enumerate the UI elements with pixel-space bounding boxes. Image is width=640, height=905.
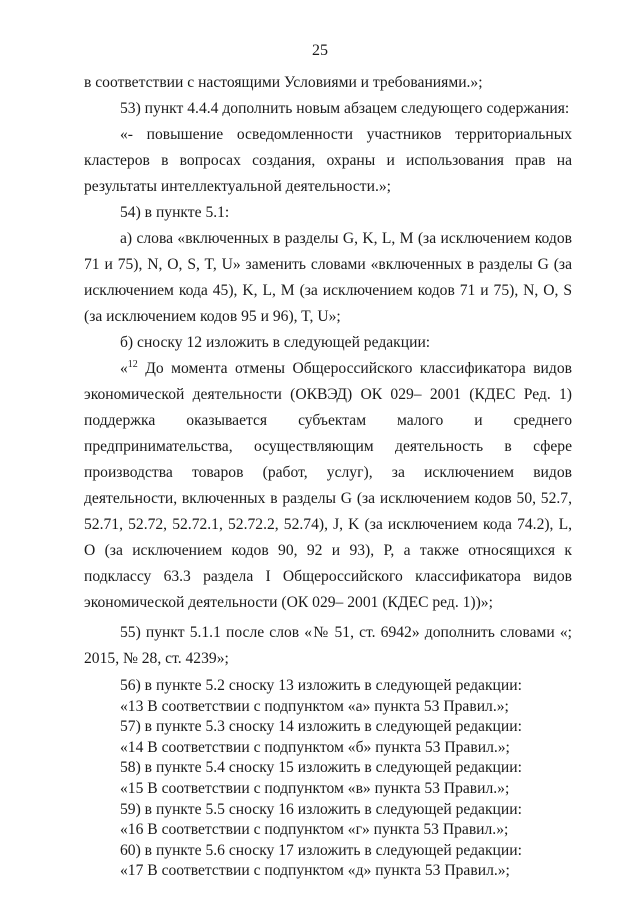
paragraph-item-58: 58) в пункте 5.4 сноску 15 изложить в следующей редакции: — [120, 759, 522, 777]
paragraph-footnote-13: «13 В соответствии с подпунктом «а» пункта 53 Правил.»; — [120, 697, 509, 715]
paragraph-continuation: в соответствии с настоящими Условиями и требованиями.»; — [84, 74, 483, 91]
paragraph-footnote-17: «17 В соответствии с подпунктом «д» пункта 53 Правил.»; — [120, 862, 510, 880]
paragraph-footnote-14: «14 В соответствии с подпунктом «б» пункта 53 Правил.»; — [120, 738, 510, 756]
footnote-open-quote: « — [120, 360, 128, 377]
paragraph-item-60: 60) в пункте 5.6 сноску 17 изложить в следующей редакции: — [120, 841, 522, 859]
paragraph-item-56: 56) в пункте 5.2 сноску 13 изложить в следующей редакции: — [120, 677, 522, 694]
paragraph-item-54-a: а) слова «включенных в разделы G, K, L, M (за исключением кодов 71 и 75), N, O, S, T, U» заменить словами «включенных в разделы G (за исключением кода 45), K, L, M (за исключением кодов 71 и 75), N, O, S (за исключением кодов 95 и 96), T, U»; — [84, 230, 572, 325]
paragraph-item-54-b: б) сноску 12 изложить в следующей редакции: — [120, 334, 431, 351]
paragraph-footnote-12 — [84, 356, 572, 616]
footnote-12-text: До момента отмены Общероссийского классификатора видов экономической деятельности (ОКВЭД) ОК 029– 2001 (КДЕС Ред. 1) поддержка оказывается субъектам малого и среднего предпринимательства, осуществляющим деятельность в сфере производства товаров (работ, услуг), за исключением видов деятельности, включенных в разделы G (за исключением кодов 50, 52.7, 52.71, 52.72, 52.72.1, 52.72.2, 52.74), J, K (за исключением кода 74.2), L, O (за исключением кодов 90, 92 и 93), P, а также относящихся к подклассу 63.3 раздела I Общероссийского классификатора видов экономической деятельности (ОК 029– 2001 (КДЕС ред. 1))»; — [84, 360, 572, 611]
paragraph-item-57: 57) в пункте 5.3 сноску 14 изложить в следующей редакции: — [120, 718, 522, 736]
footnote-marker-12: 12 — [127, 358, 138, 370]
paragraph-footnote-15: «15 В соответствии с подпунктом «в» пункта 53 Правил.»; — [120, 779, 510, 797]
page-number: 25 — [312, 42, 328, 59]
paragraph-item-54: 54) в пункте 5.1: — [120, 204, 230, 221]
paragraph-item-59: 59) в пункте 5.5 сноску 16 изложить в следующей редакции: — [120, 800, 522, 818]
paragraph-quote-awareness: «- повышение осведомленности участников территориальных кластеров в вопросах создания, охраны и использования прав на результаты интеллектуальной деятельности.»; — [84, 126, 572, 195]
paragraph-item-55: 55) пункт 5.1.1 после слов «№ 51, ст. 6942» дополнить словами «; 2015, № 28, ст. 4239»; — [84, 624, 572, 667]
document-body — [84, 70, 572, 882]
paragraph-item-53: 53) пункт 4.4.4 дополнить новым абзацем следующего содержания: — [120, 100, 570, 117]
footnote-amendments-list — [84, 676, 572, 882]
paragraph-footnote-16: «16 В соответствии с подпунктом «г» пункта 53 Правил.»; — [120, 821, 509, 839]
